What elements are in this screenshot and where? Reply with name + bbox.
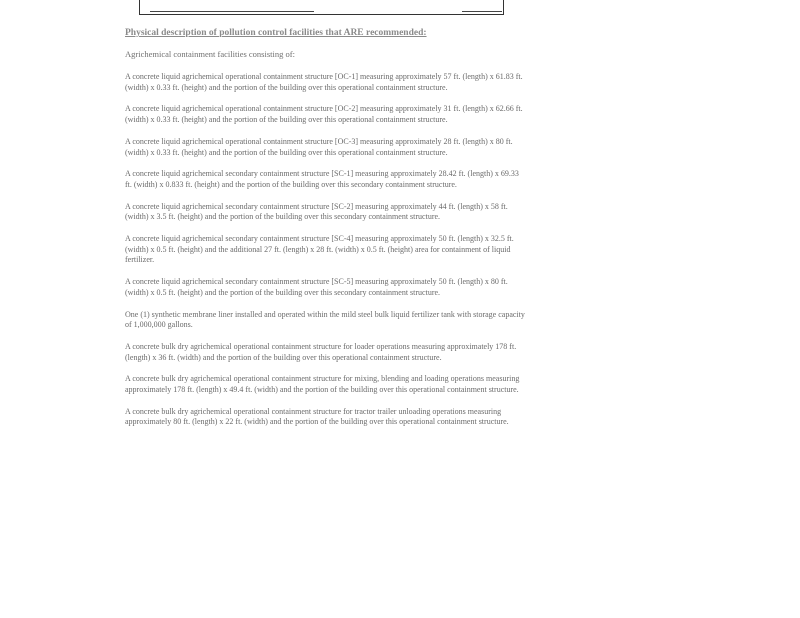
facility-sc-4: A concrete liquid agrichemical secondary containment structure [SC-4] measuring approximately 50 ft. (length) x 32.5 ft. (width) x 0.5 ft. (height) and the additional 27 ft. (length) x 28 ft. (width) x 0.5 ft. (height) area for containment of liquid fertilizer. bbox=[125, 234, 514, 265]
section-heading: Physical description of pollution control facilities that ARE recommended: bbox=[125, 28, 427, 38]
section-intro: Agrichemical containment facilities consisting of: bbox=[125, 49, 295, 59]
facility-sc-1: A concrete liquid agrichemical secondary containment structure [SC-1] measuring approximately 28.42 ft. (length) x 69.33 ft. (width) x 0.833 ft. (height) and the portion of the building over this secondary containment structure. bbox=[125, 169, 519, 189]
signature-line bbox=[150, 11, 314, 12]
facility-dry-loader: A concrete bulk dry agrichemical operational containment structure for loader operations measuring approximately 178 ft. (length) x 36 ft. (width) and the portion of the building over this operational containment structure. bbox=[125, 341, 517, 362]
facility-oc-1: A concrete liquid agrichemical operational containment structure [OC-1] measuring approximately 57 ft. (length) x 61.83 ft. (width) x 0.33 ft. (height) and the portion of the building over this operational containment structure. bbox=[125, 72, 523, 92]
facility-sc-2: A concrete liquid agrichemical secondary containment structure [SC-2] measuring approximately 44 ft. (length) x 58 ft. (width) x 3.5 ft. (height) and the portion of the building over this secondary containment structure. bbox=[125, 201, 508, 222]
facility-sc-5: A concrete liquid agrichemical secondary containment structure [SC-5] measuring approximately 50 ft. (length) x 80 ft. (width) x 0.5 ft. (height) and the portion of the building over this secondary containment structure. bbox=[125, 277, 508, 297]
facility-oc-2: A concrete liquid agrichemical operational containment structure [OC-2] measuring approximately 31 ft. (length) x 62.66 ft. (width) x 0.33 ft. (height) and the portion of the building over this operational containment structure. bbox=[125, 104, 523, 125]
facility-dry-mixing: A concrete bulk dry agrichemical operational containment structure for mixing, blending and loading operations measuring approximately 178 ft. (length) x 49.4 ft. (width) and the portion of the building over this operational containment structure. bbox=[125, 374, 520, 395]
facility-dry-unloading: A concrete bulk dry agrichemical operational containment structure for tractor trailer unloading operations measuring approximately 80 ft. (length) x 22 ft. (width) and the portion of the building over this operational containment structure. bbox=[125, 406, 509, 427]
facility-membrane-liner: One (1) synthetic membrane liner installed and operated within the mild steel bulk liquid fertilizer tank with storage capacity of 1,000,000 gallons. bbox=[125, 309, 525, 330]
document-body bbox=[125, 27, 525, 439]
facility-oc-3: A concrete liquid agrichemical operational containment structure [OC-3] measuring approximately 28 ft. (length) x 80 ft. (width) x 0.33 ft. (height) and the portion of the building over this operational containment structure. bbox=[125, 136, 513, 157]
date-line bbox=[462, 11, 502, 12]
form-box bbox=[139, 0, 504, 15]
